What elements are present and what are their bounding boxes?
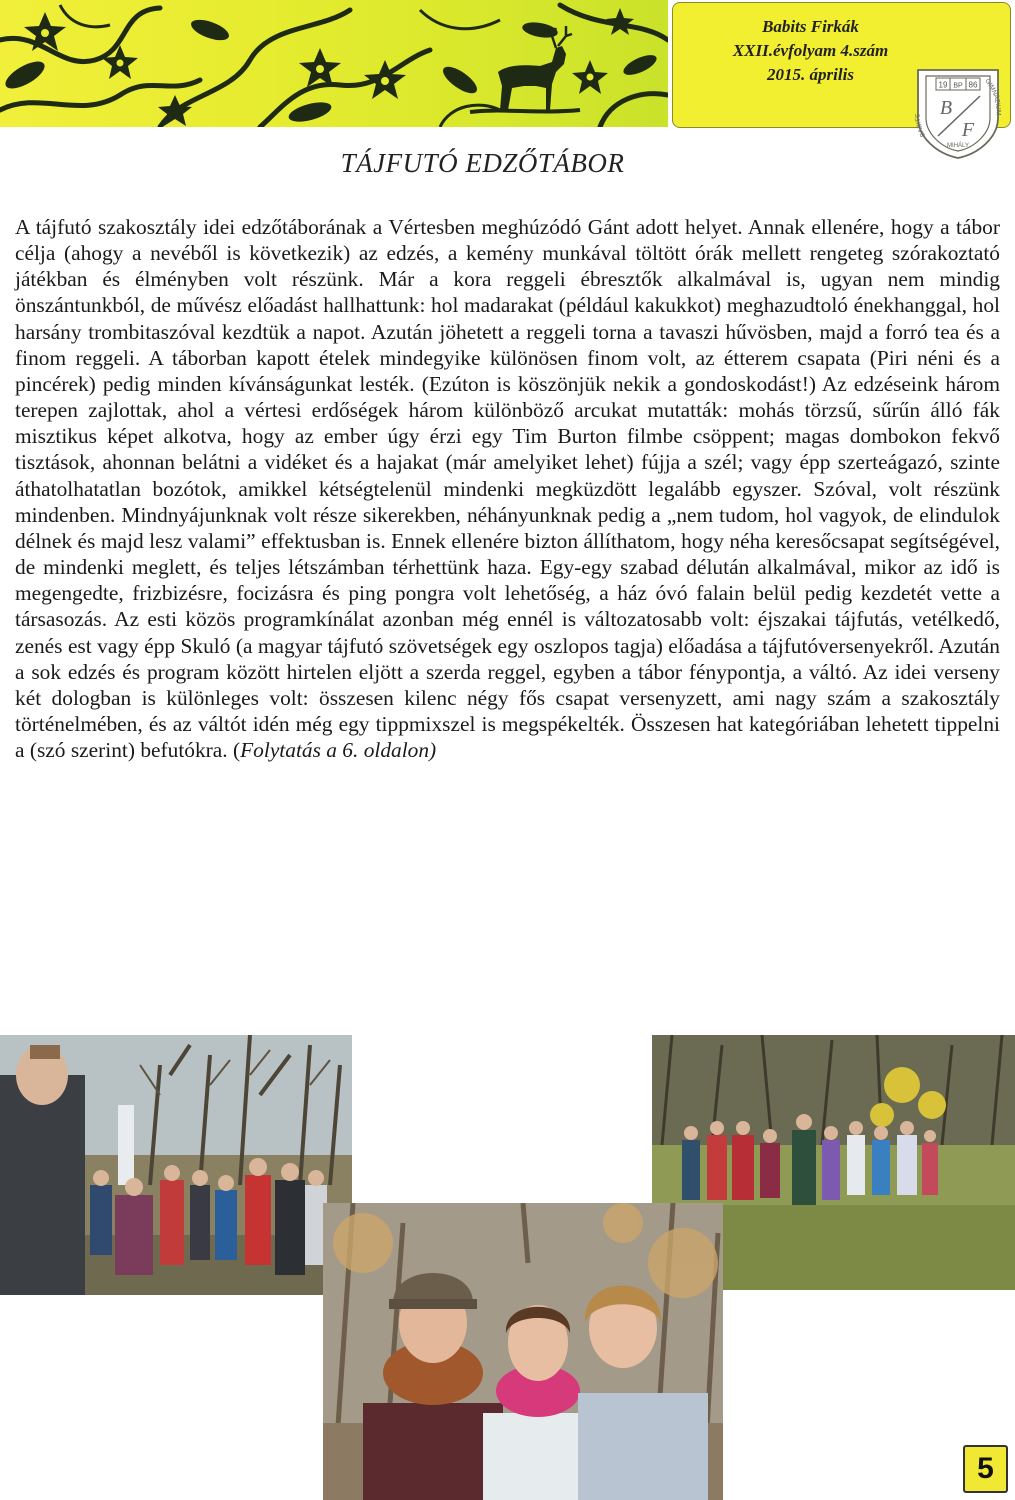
portrait-photo-icon [323,1203,723,1500]
school-crest-seal-icon [906,56,1010,160]
volume-issue: XXII.évfolyam 4.szám [732,41,889,60]
article-title: TÁJFUTÓ EDZŐTÁBOR [340,148,625,178]
page-number: 5 [963,1445,1008,1493]
header-banner [0,0,668,127]
forest-group-photo-icon [0,1035,352,1295]
seal-letter-f: F [961,119,975,141]
seal-city: BP [953,82,963,90]
seal-year-left: 19 [938,80,948,90]
photo-group-left [0,1035,352,1295]
seal-arc-right: GIMNÁZIUM [983,77,1002,116]
seal-year-right: 86 [968,80,978,90]
issue-date: 2015. április [767,65,854,84]
article-text: A tájfutó szakosztály idei edzőtáborának a Vértesben meghúzódó Gánt adott helyet. Annak ellenére, hogy a tábor célja (ahogy a nevéből is következik) az edzés, a kemény munkával töltött órák mellett rengeteg szórakoztató játékban és élményben volt részünk. Már a kora reggeli ébresztők alkalmával is, ugyan nem mindig önszántunkból, de művész előadást hallhattunk: hol madarakat (például kakukkot) meghazudtoló énekhanggal, hol harsány trombitaszóval kezdtük a napot. Azután jöhetett a reggeli torna a tavaszi hűvösben, majd a forró tea és a finom reggeli. A táborban kapott ételek mindegyike különösen finom volt, az étterem csapata (Piri néni és a pincérek) pedig minden kívánságunkat lesték. (Ezúton is köszönjük nekik a gondoskodást!) Az edzéseink három terepen zajlottak, ahol a vértesi erdőségek három különböző arcukat mutatták: mohás törzsű, sűrűn álló fák misztikus képet alkotva, hogy az ember úgy érzi egy Tim Burton filmbe csöppent; magas dombokon fekvő tisztások, ahonnan belátni a vidéket és a hajakat (már amelyiket lehet) fújja a szél; vagy épp szerteágazó, szinte áthatolhatatlan bozótok, amikkel kétségtelenül mindenki megküzdött legalább egyszer. Szóval, volt részünk mindenben. Mindnyájunknak volt része sikerekben, néhányunknak pedig a „nem tudom, hol vagyok, de elindulok délnek és majd lesz valami” effektusban is. Ennek ellenére bizton állíthatom, hogy néha keresőcsapat segítségével, de mindenki meglett, és teljes létszámban térhettünk haza. Egy-egy szabad délután alkalmával, mikor az idő is megengedte, frizbizésre, focizásra és ping pongra volt lehetőség, a ház óvó falain belül pedig kezdetét vette a társasozás. Az esti közös programkínálat azonban még ennél is változatosabb volt: éjszakai tájfutás, vetélkedő, zenés est vagy épp Skuló (a magyar tájfutó szövetségek egy oszlopos tagja) előadása a tájfutóversenyekről. Azután a sok edzés és program között hirtelen eljött a szerda reggel, egyben a tábor fénypontja, a váltó. Az idei verseny két dologban is különleges volt: összesen kilenc négy fős csapat versenyzett, ami nagy szám a szakosztály történelmében, és az váltót idén még egy tippmixszel is megspékelték. Összesen hat kategóriában lehetett tippelni a (szó szerint) befutókra. [15,215,1000,763]
seal-bottom: MIHÁLY [947,143,969,149]
seal-arc-left: BABITS [914,113,927,138]
continuation-paren: ( [232,738,241,763]
floral-deer-icon [0,0,668,127]
article-body [15,214,1000,763]
publication-name: Babits Firkák [762,17,859,36]
continuation-note: Folytatás a 6. oldalon) [240,738,437,763]
photo-three-girls [323,1203,723,1500]
seal-letter-b: B [939,97,953,119]
